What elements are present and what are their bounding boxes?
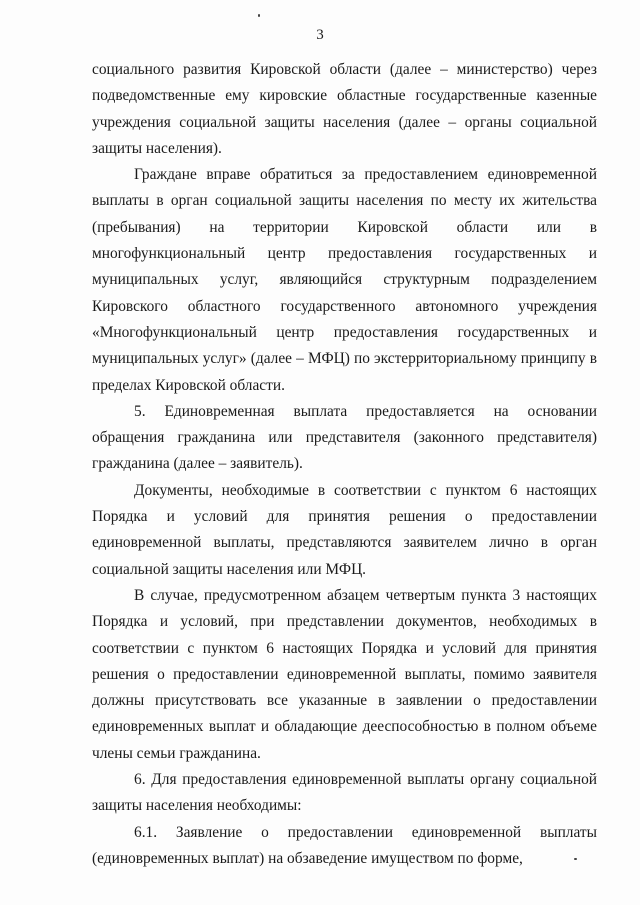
paragraph-item-5: 5. Единовременная выплата предоставляется на основании обращения гражданина или представителя (законного представителя) гражданина (далее – заявитель).: [92, 402, 597, 473]
paragraph-documents: Документы, необходимые в соответствии с пунктом 6 настоящих Порядка и условий для принятия решения о предоставлении единовременной выплаты, представляются заявителем лично в орган социальной защиты населения или МФЦ.: [92, 481, 597, 578]
paragraph-continuation: социального развития Кировской области (далее – министерство) через подведомственные ему кировские областные государственные казенные учреждения социальной защиты населения (далее – органы социальной защиты населения).: [92, 61, 597, 157]
scan-speck: [574, 858, 577, 860]
page-number: 3: [316, 27, 324, 43]
paragraph-case: В случае, предусмотренном абзацем четвертым пункта 3 настоящих Порядка и условий, при представлении документов, необходимых в соответствии с пунктом 6 настоящих Порядка и условий для принятия решения о предоставлении единовременной выплаты, помимо заявителя должны присутствовать все указанные в заявлении о предоставлении единовременных выплат и обладающие дееспособностью в полном объеме члены семьи гражданина.: [92, 586, 597, 762]
document-body: [92, 57, 597, 872]
scan-speck: [258, 14, 260, 17]
paragraph-item-6: 6. Для предоставления единовременной выплаты органу социальной защиты населения необходимы:: [92, 771, 597, 815]
paragraph-item-6-1: 6.1. Заявление о предоставлении единовременной выплаты (единовременных выплат) на обзаведение имуществом по форме,: [92, 823, 597, 867]
paragraph-citizens-right: Граждане вправе обратиться за предоставлением единовременной выплаты в орган социальной защиты населения по месту их жительства (пребывания) на территории Кировской области или в многофункциональный центр предоставления государственных и муниципальных услуг, являющийся структурным подразделением Кировского областного государственного автономного учреждения «Многофункциональный центр предоставления государственных и муниципальных услуг» (далее – МФЦ) по экстерриториальному принципу в пределах Кировской области.: [92, 166, 597, 394]
